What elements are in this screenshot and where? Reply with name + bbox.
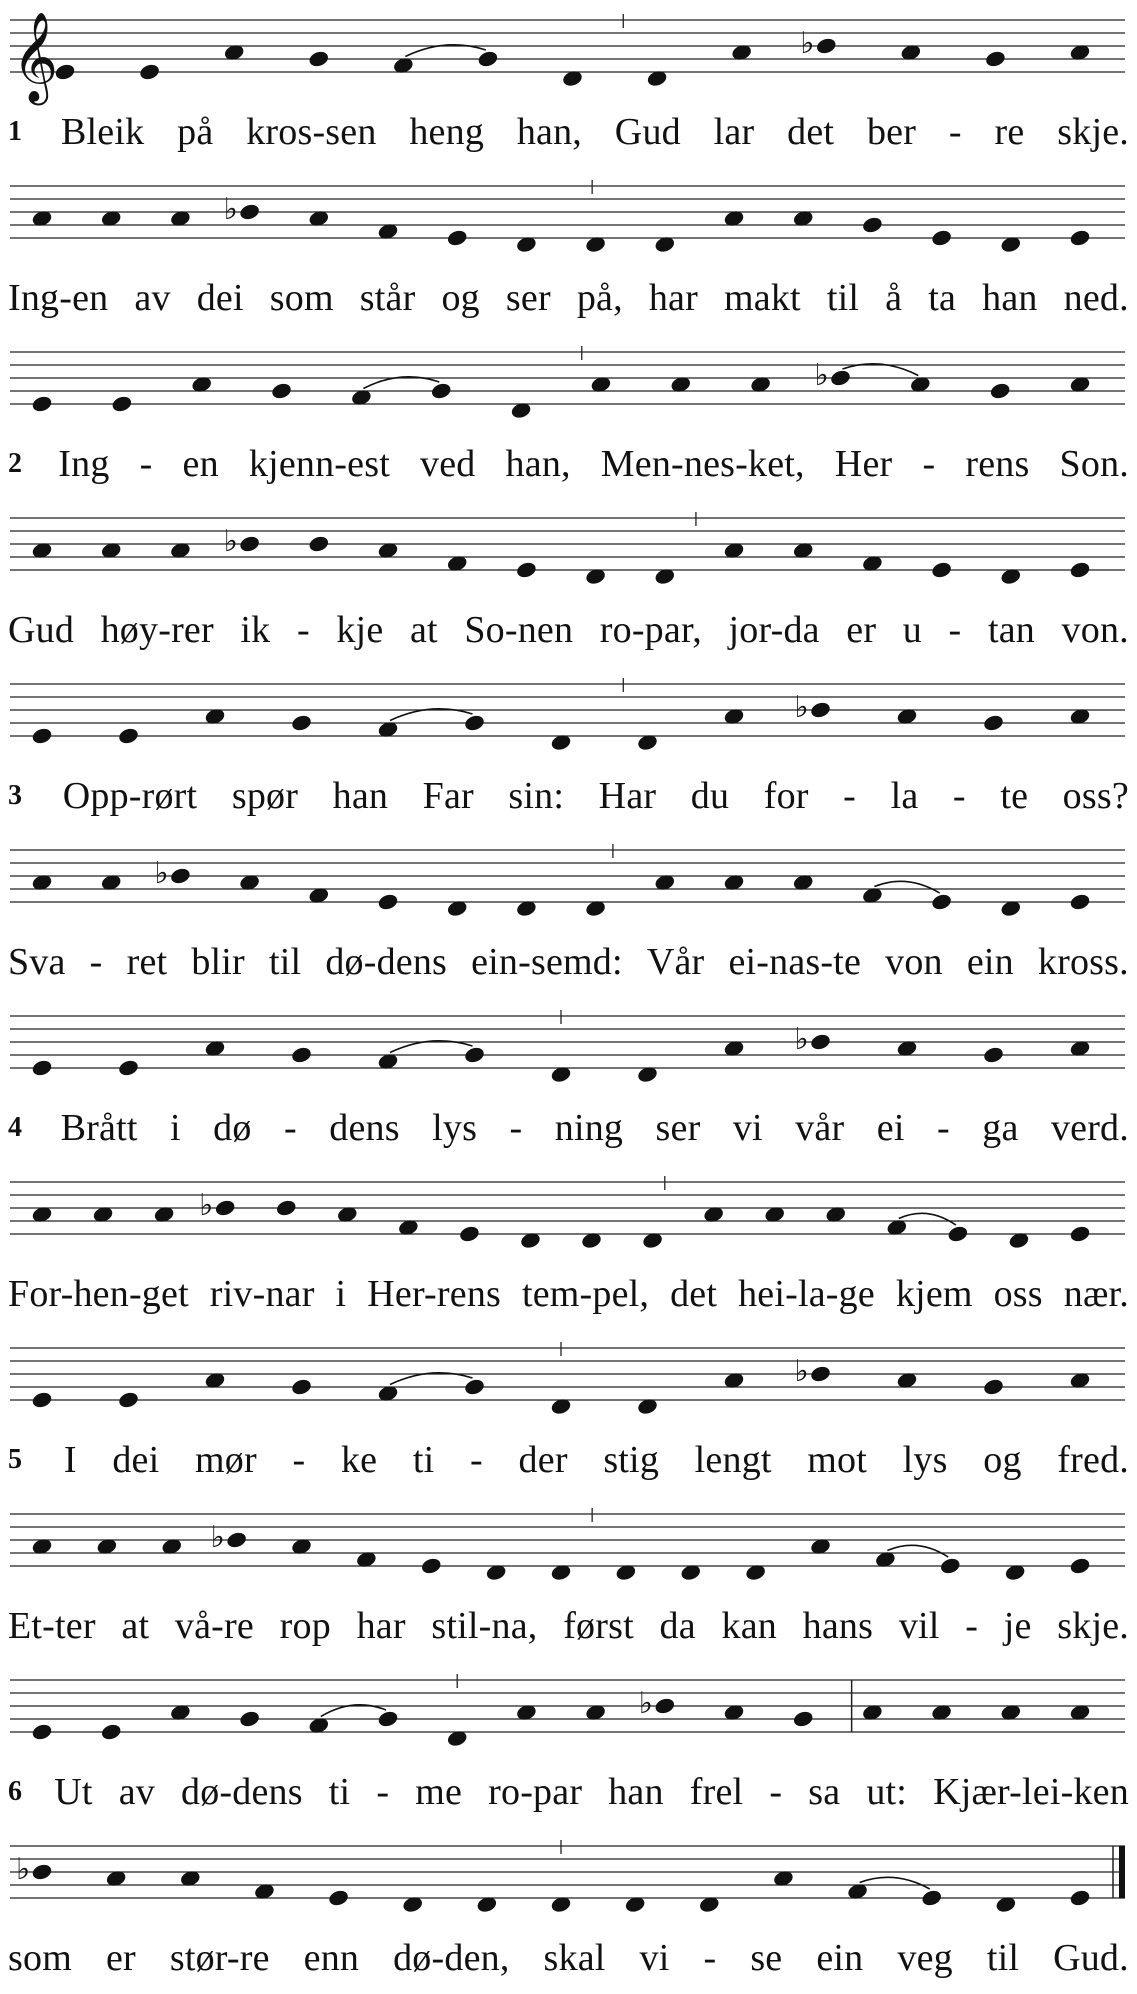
flat-icon: ♭ <box>800 26 815 61</box>
system-10 <box>0 1496 1137 1662</box>
lyric-syllable: og <box>983 1439 1022 1481</box>
lyrics-line <box>8 770 1129 822</box>
lyric-syllable: han, <box>505 443 571 485</box>
lyric-syllable: kjenn-est <box>248 443 390 485</box>
lyric-syllable: tan <box>987 609 1035 651</box>
lyric-syllable: på <box>177 111 214 153</box>
lyrics-line <box>8 272 1129 324</box>
lyric-syllable: ei-nas-te <box>728 941 862 983</box>
lyric-syllable: Et-ter <box>8 1605 96 1647</box>
lyric-syllable: - <box>283 1107 297 1149</box>
lyric-syllable: verd. <box>1050 1107 1129 1149</box>
lyric-syllable: nær. <box>1063 1273 1129 1315</box>
lyric-syllable: Her <box>834 443 893 485</box>
system-9 <box>0 1330 1137 1496</box>
lyric-syllable: ein <box>816 1937 864 1979</box>
lyric-syllable: at <box>121 1605 150 1647</box>
lyric-syllable: og <box>441 277 480 319</box>
lyric-syllable: han, <box>516 111 582 153</box>
lyric-syllable: vil <box>898 1605 940 1647</box>
lyric-syllable: som <box>8 1937 72 1979</box>
lyric-syllable: rens <box>965 443 1030 485</box>
lyrics-line <box>8 1600 1129 1652</box>
lyric-syllable: kan <box>721 1605 777 1647</box>
lyrics-line <box>8 106 1129 158</box>
system-11 <box>0 1662 1137 1828</box>
lyric-syllable: oss <box>993 1273 1043 1315</box>
lyric-syllable: So-nen <box>464 609 574 651</box>
lyric-syllable: ta <box>928 277 957 319</box>
lyric-syllable: av <box>134 277 171 319</box>
lyric-syllable: - <box>292 1439 306 1481</box>
lyric-syllable: kross. <box>1037 941 1129 983</box>
lyric-syllable: lengt <box>694 1439 772 1481</box>
lyric-syllable: at <box>409 609 438 651</box>
lyrics-line <box>8 1434 1129 1486</box>
lyric-syllable: Her-rens <box>367 1273 502 1315</box>
lyric-syllable: der <box>518 1439 568 1481</box>
lyric-syllable: ein <box>966 941 1014 983</box>
lyric-syllable: for <box>763 775 809 817</box>
verse-number: 5 <box>8 1444 23 1475</box>
lyric-syllable: er <box>105 1937 136 1979</box>
lyric-syllable: - <box>922 443 936 485</box>
lyric-syllable: jor-da <box>728 609 820 651</box>
lyric-syllable: ned. <box>1063 277 1129 319</box>
lyric-syllable: Far <box>422 775 474 817</box>
lyrics-line <box>8 936 1129 988</box>
lyric-syllable: frel <box>689 1771 744 1813</box>
flat-icon: ♭ <box>199 1188 214 1223</box>
lyric-syllable: du <box>690 775 730 817</box>
lyric-syllable: Vår <box>646 941 705 983</box>
lyric-syllable: Ing <box>58 443 110 485</box>
lyric-syllable: te <box>1000 775 1029 817</box>
system-2 <box>0 168 1137 334</box>
flat-icon: ♭ <box>223 192 238 227</box>
lyrics-line <box>8 1268 1129 1320</box>
lyric-syllable: ke <box>340 1439 378 1481</box>
lyric-syllable: Kjær-lei-ken <box>933 1771 1129 1813</box>
lyric-syllable: Gud <box>614 111 681 153</box>
lyric-syllable: Brått <box>60 1107 138 1149</box>
lyric-syllable: mør <box>195 1439 257 1481</box>
lyric-syllable: har <box>356 1605 406 1647</box>
lyric-syllable: - <box>89 941 103 983</box>
lyric-syllable: hei-la-ge <box>738 1273 875 1315</box>
lyric-syllable: Opp-rørt <box>62 775 198 817</box>
lyric-syllable: høy-rer <box>100 609 214 651</box>
lyric-syllable: tem-pel, <box>521 1273 650 1315</box>
lyric-syllable: dens <box>329 1107 400 1149</box>
lyric-syllable: For-hen-get <box>8 1273 189 1315</box>
lyric-syllable: i <box>170 1107 181 1149</box>
lyric-syllable: ga <box>982 1107 1019 1149</box>
flat-icon: ♭ <box>154 856 169 891</box>
lyric-syllable: skal <box>543 1937 606 1979</box>
system-3 <box>0 334 1137 500</box>
verse-number: 6 <box>8 1776 23 1807</box>
lyric-syllable: som <box>269 277 334 319</box>
lyric-syllable: makt <box>724 277 801 319</box>
lyric-syllable: mot <box>807 1439 868 1481</box>
lyric-syllable: har <box>648 277 698 319</box>
lyric-syllable: u <box>902 609 922 651</box>
lyric-syllable: - <box>952 775 966 817</box>
flat-icon: ♭ <box>794 1354 809 1389</box>
lyric-syllable: von. <box>1061 609 1129 651</box>
lyric-syllable: vår <box>795 1107 845 1149</box>
lyric-syllable: til <box>826 277 860 319</box>
lyric-syllable: - <box>936 1107 950 1149</box>
lyric-syllable: - <box>296 609 310 651</box>
lyric-syllable: kjem <box>895 1273 973 1315</box>
lyric-syllable: vi <box>639 1937 670 1979</box>
lyric-syllable: ved <box>420 443 476 485</box>
lyric-syllable: I <box>63 1439 77 1481</box>
lyric-syllable: til <box>986 1937 1020 1979</box>
lyric-syllable: rop <box>279 1605 331 1647</box>
lyric-syllable: - <box>948 111 962 153</box>
lyric-syllable: dø-den, <box>393 1937 510 1979</box>
lyric-syllable: ret <box>126 941 168 983</box>
lyric-syllable: - <box>843 775 857 817</box>
lyric-syllable: - <box>376 1771 390 1813</box>
lyric-syllable: von <box>885 941 943 983</box>
lyric-syllable: - <box>769 1771 783 1813</box>
lyric-syllable: på, <box>576 277 623 319</box>
verse-number: 4 <box>8 1112 23 1143</box>
lyrics-line <box>8 1766 1129 1818</box>
lyric-syllable: me <box>415 1771 463 1813</box>
lyric-syllable: ein-semd: <box>471 941 623 983</box>
lyric-syllable: heng <box>409 111 485 153</box>
lyric-syllable: enn <box>303 1937 360 1979</box>
lyric-syllable: av <box>118 1771 155 1813</box>
lyric-syllable: Gud. <box>1053 1937 1129 1979</box>
lyric-syllable: sin: <box>508 775 565 817</box>
lyric-syllable: kje <box>336 609 384 651</box>
lyric-syllable: Gud <box>8 609 75 651</box>
flat-icon: ♭ <box>794 1022 809 1057</box>
lyric-syllable: lar <box>713 111 755 153</box>
lyric-syllable: oss? <box>1062 775 1129 817</box>
lyric-syllable: han <box>982 277 1038 319</box>
lyric-syllable: - <box>703 1937 717 1979</box>
flat-icon: ♭ <box>16 1852 31 1887</box>
lyric-syllable: ei <box>876 1107 905 1149</box>
lyric-syllable: Ing-en <box>8 277 109 319</box>
lyric-syllable: til <box>268 941 302 983</box>
lyric-syllable: - <box>509 1107 523 1149</box>
lyric-syllable: er <box>846 609 877 651</box>
lyric-syllable: - <box>965 1605 979 1647</box>
flat-icon: ♭ <box>814 358 829 393</box>
lyric-syllable: det <box>787 111 835 153</box>
lyric-syllable: dei <box>112 1439 160 1481</box>
lyrics-line <box>8 1932 1129 1984</box>
lyric-syllable: Bleik <box>61 111 145 153</box>
lyric-syllable: lys <box>902 1439 948 1481</box>
lyric-syllable: riv-nar <box>209 1273 315 1315</box>
lyric-syllable: se <box>750 1937 783 1979</box>
verse-number: 3 <box>8 780 23 811</box>
lyric-syllable: veg <box>897 1937 953 1979</box>
lyric-syllable: Ut <box>54 1771 93 1813</box>
lyric-syllable: stig <box>603 1439 660 1481</box>
lyric-syllable: det <box>670 1273 718 1315</box>
lyric-syllable: stør-re <box>169 1937 270 1979</box>
lyric-syllable: kros-sen <box>246 111 377 153</box>
lyric-syllable: dei <box>196 277 244 319</box>
system-8 <box>0 1164 1137 1330</box>
lyrics-line <box>8 1102 1129 1154</box>
lyric-syllable: Har <box>598 775 657 817</box>
lyrics-line <box>8 438 1129 490</box>
lyric-syllable: - <box>470 1439 483 1481</box>
lyric-syllable: Son. <box>1059 443 1129 485</box>
system-1 <box>0 2 1137 168</box>
lyric-syllable: la <box>890 775 919 817</box>
lyric-syllable: ning <box>554 1107 624 1149</box>
lyric-syllable: ser <box>655 1107 701 1149</box>
lyric-syllable: Men-nes-ket, <box>600 443 805 485</box>
lyric-syllable: først <box>563 1605 634 1647</box>
lyric-syllable: dø <box>213 1107 252 1149</box>
system-7 <box>0 998 1137 1164</box>
lyric-syllable: blir <box>191 941 245 983</box>
system-12 <box>0 1828 1137 1994</box>
lyric-syllable: ro-par <box>488 1771 583 1813</box>
lyric-syllable: spør <box>231 775 299 817</box>
flat-icon: ♭ <box>794 690 809 725</box>
lyric-syllable: Sva <box>8 941 66 983</box>
lyric-syllable: ti <box>328 1771 351 1813</box>
lyric-syllable: står <box>359 277 416 319</box>
lyric-syllable: ik <box>240 609 271 651</box>
lyric-syllable: vi <box>732 1107 763 1149</box>
lyric-syllable: å <box>885 277 903 319</box>
system-4 <box>0 500 1137 666</box>
verse-number: 2 <box>8 448 23 479</box>
lyric-syllable: han <box>332 775 389 817</box>
lyric-syllable: re <box>994 111 1025 153</box>
lyric-syllable: ut: <box>866 1771 908 1813</box>
lyric-syllable: sa <box>808 1771 841 1813</box>
lyric-syllable: ber <box>866 111 917 153</box>
lyric-syllable: i <box>335 1273 347 1315</box>
verse-number: 1 <box>8 116 23 147</box>
treble-clef-icon: 𝄞 <box>12 12 59 102</box>
lyric-syllable: da <box>659 1605 696 1647</box>
system-6 <box>0 832 1137 998</box>
lyric-syllable: je <box>1003 1605 1032 1647</box>
lyric-syllable: en <box>182 443 219 485</box>
lyric-syllable: lys <box>432 1107 478 1149</box>
lyric-syllable: dø-dens <box>181 1771 303 1813</box>
flat-icon: ♭ <box>223 524 238 559</box>
system-5 <box>0 666 1137 832</box>
lyric-syllable: ti <box>412 1439 435 1481</box>
lyric-syllable: hans <box>802 1605 874 1647</box>
lyric-syllable: - <box>948 609 962 651</box>
lyrics-line <box>8 604 1129 656</box>
lyric-syllable: skje. <box>1057 1605 1129 1647</box>
lyric-syllable: ser <box>505 277 551 319</box>
lyric-syllable: han <box>608 1771 664 1813</box>
lyric-syllable: ro-par, <box>599 609 702 651</box>
lyric-syllable: - <box>139 443 153 485</box>
lyric-syllable: stil-na, <box>431 1605 538 1647</box>
flat-icon: ♭ <box>210 1520 225 1555</box>
lyric-syllable: skje. <box>1057 111 1129 153</box>
lyric-syllable: fred. <box>1057 1439 1129 1481</box>
lyric-syllable: dø-dens <box>325 941 448 983</box>
lyric-syllable: vå-re <box>174 1605 254 1647</box>
flat-icon: ♭ <box>638 1686 653 1721</box>
